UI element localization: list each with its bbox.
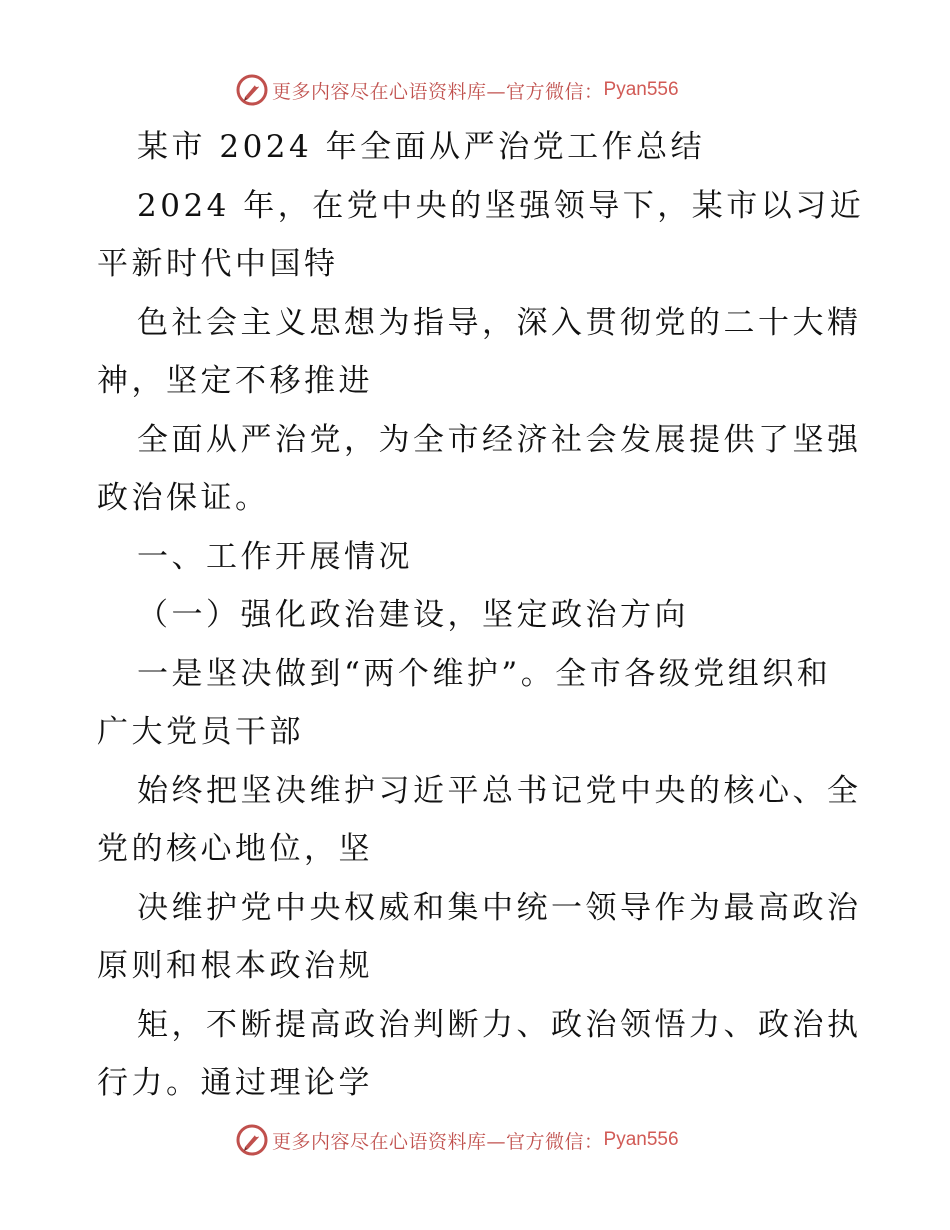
watermark-footer: [236, 1123, 716, 1157]
paragraph-line: 始终把坚决维护习近平总书记党中央的核心、全: [137, 772, 862, 809]
paragraph-line: 决维护党中央权威和集中统一领导作为最高政治: [137, 889, 862, 926]
watermark-text: 更多内容尽在心语资料库—官方微信：: [272, 1130, 604, 1153]
paragraph-line: 矩，不断提高政治判断力、政治领悟力、政治执: [137, 1006, 862, 1043]
watermark-header: [236, 73, 716, 107]
paragraph-line: 原则和根本政治规: [97, 948, 373, 984]
paragraph-line: 党的核心地位，坚: [97, 831, 373, 867]
watermark-text: 更多内容尽在心语资料库—官方微信：: [272, 80, 604, 103]
paragraph-line: 2024 年，在党中央的坚强领导下，某市以习近: [137, 187, 865, 224]
watermark-handle: Pyan556: [603, 1129, 679, 1150]
paragraph-line: 平新时代中国特: [97, 246, 339, 282]
paragraph-line: 广大党员干部: [97, 714, 304, 750]
pen-logo-icon: [236, 1124, 268, 1156]
document-body: [97, 118, 865, 1113]
watermark-handle: Pyan556: [603, 79, 679, 100]
paragraph-line: 一是坚决做到“两个维护”。全市各级党组织和: [137, 655, 832, 692]
paragraph-line: 政治保证。: [97, 480, 270, 516]
pen-logo-icon: [236, 74, 268, 106]
paragraph-line: 全面从严治党，为全市经济社会发展提供了坚强: [137, 421, 862, 458]
paragraph-line: 行力。通过理论学: [97, 1065, 373, 1101]
paragraph-line: 神，坚定不移推进: [97, 363, 373, 399]
subsection-heading: （一）强化政治建设，坚定政治方向: [137, 597, 689, 633]
document-title: 某市 2024 年全面从严治党工作总结: [137, 129, 706, 165]
section-heading: 一、工作开展情况: [137, 538, 413, 575]
paragraph-line: 色社会主义思想为指导，深入贯彻党的二十大精: [137, 304, 862, 341]
